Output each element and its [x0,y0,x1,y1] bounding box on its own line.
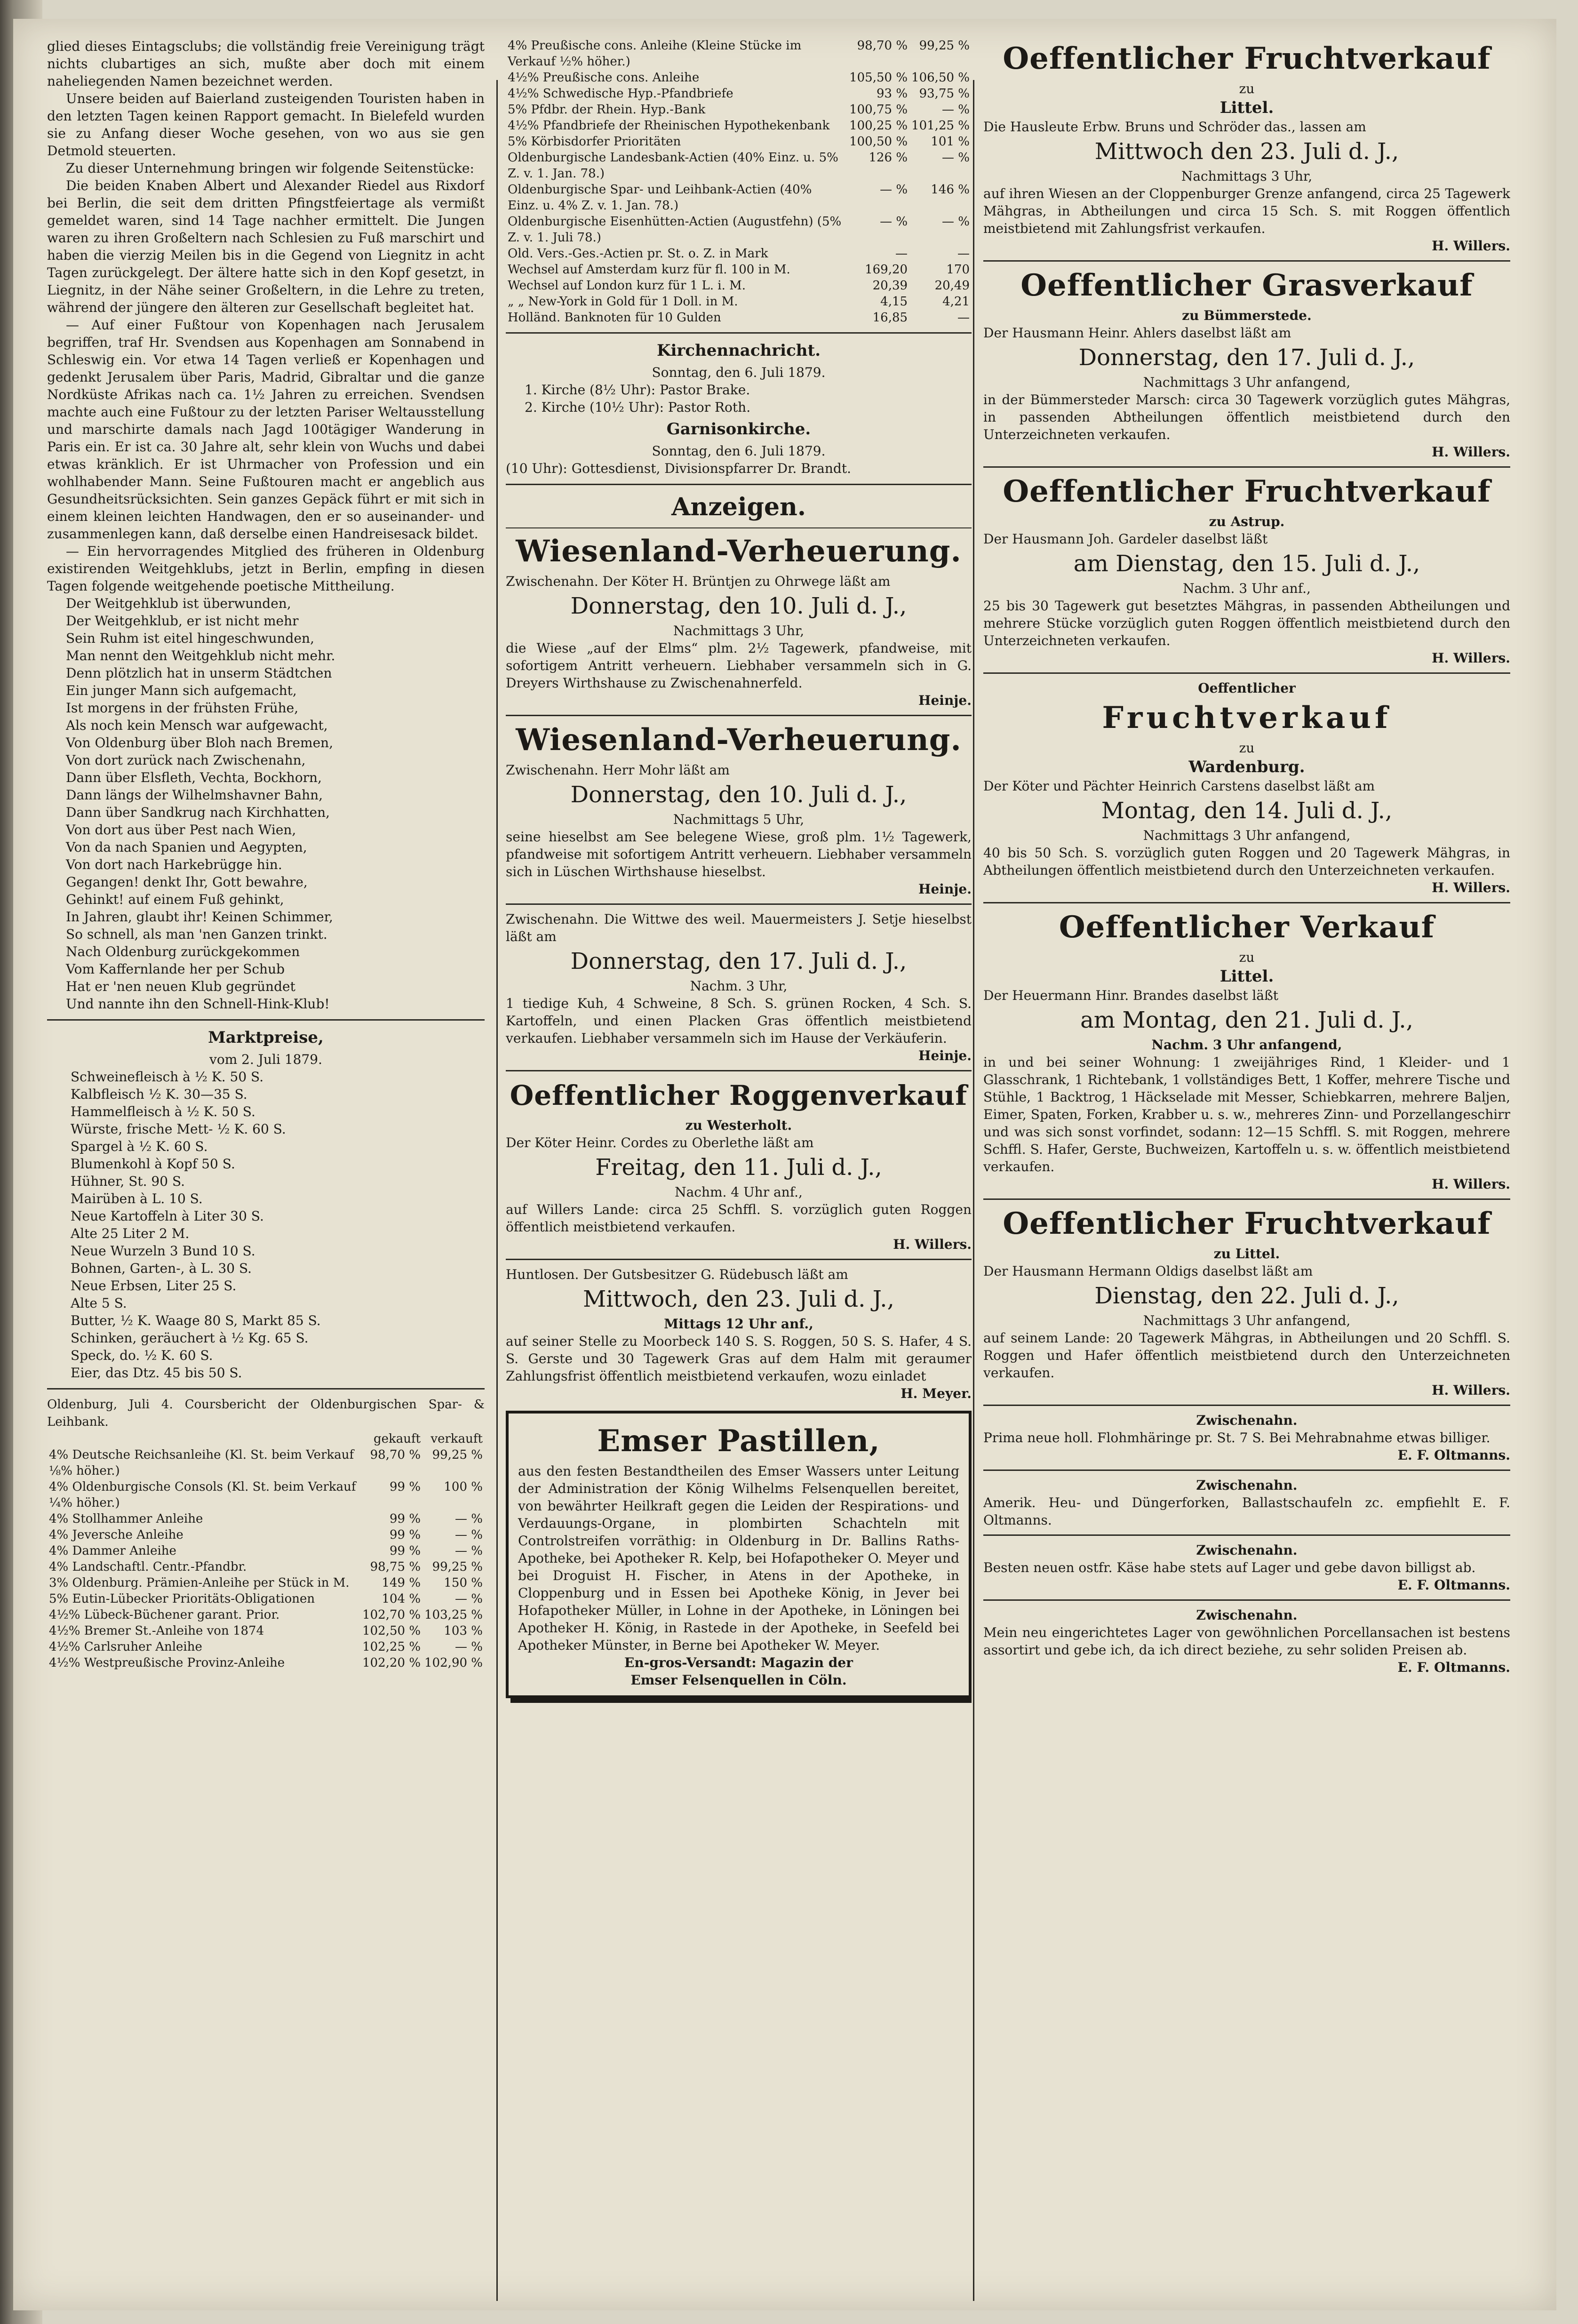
ad-time: Nachm. 3 Uhr, [690,978,788,994]
column-rule-2 [973,80,974,2301]
divider [506,1259,972,1260]
column-right [983,38,1510,2287]
table-row [47,1543,485,1559]
exchange-rate-table [47,1431,485,1671]
security-name-cell: „ „ New-York in Gold für 1 Doll. in M. [508,295,738,309]
divider [983,1534,1510,1536]
ad-signature: H. Willers. [1432,650,1510,666]
exchange-rate-rows [47,1447,485,1671]
ad-text: Der Hausmann Heinr. Ahlers daselbst läßt am [983,325,1291,341]
article-paragraph: — Ein hervorragendes Mitglied des früheren in Oldenburg existirenden Weitgehklubs, jetzt in Berlin, empfing in diesen Tagen folgende weitgehende poetische Mittheilung. [47,543,485,594]
ad-time: Mittags 12 Uhr anf., [664,1316,813,1332]
table-row [47,1623,485,1639]
security-name-cell: 4½% Carlsruher Anleihe [49,1640,202,1654]
ad-heading: Zwischenahn. [1196,1542,1298,1558]
market-prices-list: Schweinefleisch à ½ K. 50 S. Kalbfleisch ½ K. 30—35 S. Hammelfleisch à ½ K. 50 S. Würste, frische Mett- ½ K. 60 S. Spargel à ½ K. 60 S. Blumenkohl à Kopf 50 S. Hühner, St. 90 S. Mairüben à L. 10 S. Neue Kartoffeln à Liter 30 S. Alte 25 Liter 2 M. Neue Wurzeln 3 Bund 10 S. Bohnen, Garten-, à L. 30 S. Neue Erbsen, Liter 25 S. Alte 5 S. Butter, ½ K. Waage 80 S, Markt 85 S. Schinken, geräuchert à ½ Kg. 65 S. Speck, do. ½ K. 60 S. Eier, das Dtz. 45 bis 50 S. [71,1069,321,1381]
ad-text: Der Hausmann Hermann Oldigs daselbst läßt am [983,1263,1313,1279]
bought-rate-cell: 98,70 % [370,1448,421,1462]
ad-body: 25 bis 30 Tagewerk gut besetztes Mähgras, in passenden Abtheilungen und mehrere Stücke vorzüglich guten Roggen öffentlich meistbietend durch den Unterzeichneten verkaufen. [983,598,1510,648]
ad-body: 40 bis 50 Sch. S. vorzüglich guten Roggen und 20 Tagewerk Mähgras, in Abtheilungen öffentlich meistbietend durch den Unterzeichneten verkaufen. [983,845,1510,878]
sold-rate-cell: 100 % [444,1480,483,1494]
bought-rate-cell: 100,50 % [849,135,908,149]
ad-date: Donnerstag, den 17. Juli d. J., [1078,344,1415,371]
bought-rate-cell: 98,70 % [857,39,908,53]
divider [47,1019,485,1021]
ad-date: Freitag, den 11. Juli d. J., [595,1154,882,1181]
ad-signature: E. F. Oltmanns. [1397,1447,1510,1463]
table-row [506,150,972,182]
ad-body: auf seinem Lande: 20 Tagewerk Mähgras, in Abtheilungen und 20 Schffl. S. Roggen und Hafer öffentlich meistbietend durch den Unterzeichneten verkaufen. [983,1330,1510,1381]
ad-date: am Dienstag, den 15. Juli d. J., [1073,551,1420,577]
article-paragraph: Zu dieser Unternehmung bringen wir folgende Seitenstücke: [66,160,474,176]
table-row [506,294,972,310]
ad-heading: Zwischenahn. [1196,1413,1298,1428]
church-notice-date: Sonntag, den 6. Juli 1879. [652,365,826,380]
sold-rate-cell: 102,90 % [424,1656,483,1670]
divider [506,1070,972,1071]
security-name-cell: 4% Deutsche Reichsanleihe (Kl. St. beim Verkauf ⅛% höher.) [49,1448,354,1478]
sold-rate-cell: 103,25 % [424,1608,483,1622]
ad-time: Nachm. 4 Uhr anf., [675,1184,803,1200]
security-name-cell: 4% Stollhammer Anleihe [49,1512,203,1526]
ad-zu: zu [1239,740,1255,756]
ad-signature: H. Willers. [1432,238,1510,254]
poem: Der Weitgehklub ist überwunden, Der Weitgehklub, er ist nicht mehr Sein Ruhm ist eitel hingeschwunden, Man nennt den Weitgehklub nicht mehr. Denn plötzlich hat in unserm Städtchen Ein junger Mann sich aufgemacht, Ist morgens in der frühsten Frühe, Als noch kein Mensch war aufgewacht, Von Oldenburg über Bloh nach Bremen, Von dort zurück nach Zwischenahn, Dann über Elsfleth, Vechta, Bockhorn, Dann längs der Wilhelmshavner Bahn, Dann über Sandkrug nach Kirchhatten, Von dort aus über Pest nach Wien, Von da nach Spanien und Aegypten, Von dort nach Harkebrügge hin. Gegangen! denkt Ihr, Gott bewahre, Gehinkt! auf einem Fuß gehinkt, In Jahren, glaubt ihr! Keinen Schimmer, So schnell, als man 'nen Ganzen trinkt. Nach Oldenburg zurückgekommen Vom Kaffernlande her per Schub Hat er 'nen neuen Klub gegründet Und nannte ihn den Schnell-Hink-Klub! [66,596,335,1012]
ad-text: Der Köter und Pächter Heinrich Carstens daselbst läßt am [983,778,1375,794]
ad-body: Prima neue holl. Flohmhäringe pr. St. 7 S. Bei Mehrabnahme etwas billiger. [983,1430,1490,1446]
security-name-cell: 4½% Pfandbriefe der Rheinischen Hypothekenbank [508,119,830,133]
emser-pastillen-ad-box [506,1411,972,1698]
ad-time: Nachmittags 3 Uhr, [673,623,805,639]
table-row [506,102,972,118]
ad-body: seine hieselbst am See belegene Wiese, groß plm. 1½ Tagewerk, pfandweise mit sofortigem Antritt verheuern. Liebhaber versammeln sich in Lüschen Wirthshause hieselbst. [506,829,972,879]
bought-rate-cell: — [895,247,908,261]
divider [983,672,1510,674]
security-name-cell: 4½% Bremer St.-Anleihe von 1874 [49,1624,264,1638]
ad-date: am Montag, den 21. Juli d. J., [1080,1007,1413,1033]
ad-title: Oeffentlicher Verkauf [1059,910,1435,945]
table-header [47,1431,360,1447]
bought-rate-cell: 102,25 % [362,1640,421,1654]
ad-title: Oeffentlicher Fruchtverkauf [1003,474,1491,509]
table-row [506,118,972,134]
ad-body: auf seiner Stelle zu Moorbeck 140 S. S. Roggen, 50 S. S. Hafer, 4 S. S. Gerste und 30 Tagewerk Gras auf dem Halm mit geraumer Zahlungsfrist öffentlich meistbietend verkaufen, wozu einladet [506,1334,972,1384]
security-name-cell: Wechsel auf Amsterdam kurz für fl. 100 in M. [508,263,790,277]
bought-rate-cell: 102,20 % [362,1656,421,1670]
ad-body: in der Bümmersteder Marsch: circa 30 Tagewerk vorzüglich gutes Mähgras, in passenden Abtheilungen öffentlich meistbietend durch den Unterzeichneten verkaufen. [983,392,1510,442]
ad-date: Mittwoch, den 23. Juli d. J., [583,1286,894,1312]
ad-text: Zwischenahn. Herr Mohr läßt am [506,762,730,778]
bought-rate-cell: 16,85 [872,311,908,325]
ad-pretitle: Oeffentlicher [1198,680,1296,696]
article-paragraph: Unsere beiden auf Baierland zusteigenden Touristen haben in den letzten Tagen keinen Rapport gemacht. In Bielefeld wurden sie zu Anfang dieser Woche gesehen, von wo aus sie gen Detmold steuerten. [47,91,485,159]
sold-rate-cell: 103 % [444,1624,483,1638]
security-name-cell: Oldenburgische Spar- und Leihbank-Actien (40% Einz. u. 4% Z. v. 1. Jan. 78.) [508,183,812,213]
ad-signature: H. Willers. [1432,1176,1510,1192]
garrison-church-title: Garnisonkirche. [666,420,811,439]
ad-signature: H. Meyer. [901,1386,972,1401]
ad-title: Fruchtverkauf [1102,700,1392,735]
bought-rate-cell: 4,15 [880,295,908,309]
ads-section-title: Anzeigen. [671,493,806,521]
table-row [47,1511,485,1527]
ad-title: Wiesenland-Verheuerung. [516,722,962,758]
sold-rate-cell: — % [455,1512,483,1526]
security-name-cell: 4% Oldenburgische Consols (Kl. St. beim Verkauf ¼% höher.) [49,1480,356,1510]
table-row [506,134,972,150]
sold-rate-cell: 93,75 % [919,87,970,101]
ad-place: zu Westerholt. [685,1118,792,1133]
ad-title: Oeffentlicher Grasverkauf [1020,268,1473,303]
ad-title: Oeffentlicher Fruchtverkauf [1003,1206,1491,1241]
ad-date: Donnerstag, den 17. Juli d. J., [570,948,907,974]
ad-title: Oeffentlicher Roggenverkauf [510,1079,968,1111]
ad-zu: zu [1239,950,1255,965]
table-row [47,1527,485,1543]
sold-rate-cell: 4,21 [942,295,970,309]
table-header: verkauft [430,1432,483,1446]
ad-title: Wiesenland-Verheuerung. [516,534,962,569]
ad-body: Besten neuen ostfr. Käse habe stets auf Lager und gebe davon billigst ab. [983,1560,1476,1575]
ad-body: Mein neu eingerichtetes Lager von gewöhnlichen Porcellansachen ist bestens assortirt und gebe ich, da ich direct beziehe, zu sehr soliden Preisen ab. [983,1625,1510,1658]
bought-rate-cell: 126 % [869,151,908,165]
ad-body: auf ihren Wiesen an der Cloppenburger Grenze anfangend, circa 25 Tagewerk Mähgras, in Abtheilungen und circa 15 Sch. S. mit Roggen öffentlich meistbietend mit Zahlungsfrist verkaufen. [983,186,1510,236]
bought-rate-cell: 99 % [389,1528,421,1542]
table-row [47,1655,485,1671]
security-name-cell: Wechsel auf London kurz für 1 L. i. M. [508,279,746,293]
table-row [47,1591,485,1607]
exchange-rate-rows [506,38,972,326]
ad-signature: Heinje. [918,693,972,708]
bought-rate-cell: — % [880,215,908,229]
sold-rate-cell: 99,25 % [432,1448,483,1462]
article-paragraph: — Auf einer Fußtour von Kopenhagen nach Jerusalem begriffen, traf Hr. Svendsen aus Kopenhagen am Sonnabend in Schleswig ein. Vor etwa 14 Tagen verließ er Kopenhagen und gedenkt Jerusalem über Paris, Madrid, Gibraltar und die ganze Nordküste Afrikas nach ca. 1½ Jahren zu erreichen. Svendsen machte auch eine Fußtour zu der letzten Pariser Weltausstellung und marschirte damals nach Jagd 100tägiger Wanderung in Paris ein. Er ist ca. 30 Jahre alt, sehr klein von Wuchs und dabei etwas kränklich. Er ist Uhrmacher von Profession und ein wohlhabender Mann. Seine Fußtouren macht er angeblich aus Gesundheitsrücksichten. Sein ganzes Gepäck führt er mit sich in einem kleinen leichten Handwagen, den er so auseinander- und zusammenlegen kann, daß derselbe einen Handreisesack bildet. [47,317,485,542]
bought-rate-cell: 93 % [876,87,908,101]
ad-time: Nachm. 3 Uhr anfangend, [1151,1037,1342,1053]
table-row [47,1607,485,1623]
ad-text: Der Heuermann Hinr. Brandes daselbst läßt [983,988,1279,1003]
column-left [47,38,485,2287]
ad-footer: Emser Felsenquellen in Cöln. [630,1672,847,1688]
ad-zu: zu [1239,81,1255,96]
security-name-cell: Oldenburgische Eisenhütten-Actien (Augustfehn) (5% Z. v. 1. Juli 78.) [508,215,842,245]
ad-place: Littel. [1219,98,1274,117]
sold-rate-cell: — [957,311,970,325]
garrison-church-date: Sonntag, den 6. Juli 1879. [652,443,826,459]
security-name-cell: 4% Preußische cons. Anleihe (Kleine Stücke im Verkauf ½% höher.) [508,39,802,69]
ad-time: Nachm. 3 Uhr anf., [1183,581,1311,596]
ad-text: Die Hausleute Erbw. Bruns und Schröder das., lassen am [983,119,1366,135]
sold-rate-cell: 20,49 [934,279,970,293]
ad-signature: H. Willers. [1432,444,1510,460]
sold-rate-cell: 170 [946,263,970,277]
security-name-cell: Old. Vers.-Ges.-Actien pr. St. o. Z. in Mark [508,247,768,261]
ad-text: Zwischenahn. Die Wittwe des weil. Mauermeisters J. Setje hieselbst läßt am [506,911,972,944]
ad-body: Amerik. Heu- und Düngerforken, Ballastschaufeln zc. empfiehlt E. F. Oltmanns. [983,1495,1510,1528]
church-service: 1. Kirche (8½ Uhr): Pastor Brake. [525,382,750,398]
security-name-cell: 3% Oldenburg. Prämien-Anleihe per Stück in M. [49,1576,350,1590]
table-row [506,86,972,102]
ad-body: aus den festen Bestandtheilen des Emser Wassers unter Leitung der Administration der König Wilhelms Felsenquellen bereitet, von bewährter Heilkraft gegen die Leiden der Respirations- und Verdauungs-Organe, in plombirten Schachteln mit Controlstreifen vorräthig: in Oldenburg in Dr. Ballins Raths-Apotheke, bei Apotheker R. Kelp, bei Hofapotheker O. Meyer und bei Droguist H. Fischer, in Atens in der Apotheke, in Cloppenburg und in Essen bei Apotheke König, in Jever bei Hofapotheker Müller, in Lohne in der Apotheke, in Löningen bei Apotheker H. König, in Rastede in der Apotheke, in Seefeld bei Apotheker Münster, in Berne bei Apotheker W. Meyer. [518,1463,959,1653]
ad-signature: H. Willers. [893,1237,972,1252]
ad-date: Mittwoch den 23. Juli d. J., [1094,138,1399,165]
security-name-cell: 4½% Lübeck-Büchener garant. Prior. [49,1608,280,1622]
divider [506,527,972,528]
ad-signature: Heinje. [918,1048,972,1063]
ad-place: zu Littel. [1213,1246,1280,1262]
bought-rate-cell: 20,39 [872,279,908,293]
article-paragraph: glied dieses Eintagsclubs; die vollständig freie Vereinigung trägt nichts clubartiges an sich, mußte aber doch mit einem naheliegenden Namen bezeichnet werden. [47,39,485,89]
bought-rate-cell: — % [880,183,908,197]
church-service: 2. Kirche (10½ Uhr): Pastor Roth. [525,399,751,415]
sold-rate-cell: 150 % [444,1576,483,1590]
sold-rate-cell: — % [455,1592,483,1606]
divider [983,466,1510,468]
market-prices-date: vom 2. Juli 1879. [209,1052,322,1067]
ad-text: Der Köter Heinr. Cordes zu Oberlethe läßt am [506,1135,814,1150]
sold-rate-cell: 106,50 % [911,71,970,85]
ad-time: Nachmittags 3 Uhr, [1181,168,1313,184]
ad-text: Huntlosen. Der Gutsbesitzer G. Rüdebusch läßt am [506,1267,848,1282]
bought-rate-cell: 100,25 % [849,119,908,133]
security-name-cell: Oldenburgische Landesbank-Actien (40% Einz. u. 5% Z. v. 1. Jan. 78.) [508,151,838,181]
sold-rate-cell: — % [942,151,970,165]
bought-rate-cell: 98,75 % [370,1560,421,1574]
ad-text: Der Hausmann Joh. Gardeler daselbst läßt [983,531,1268,547]
ad-body: die Wiese „auf der Elms“ plm. 2½ Tagewerk, pfandweise, mit sofortigem Antritt verheuern. Liebhaber versammeln sich in G. Dreyers Wirthshause zu Zwischenahnerfeld. [506,640,972,691]
ad-title: Oeffentlicher Fruchtverkauf [1003,41,1491,76]
security-name-cell: 5% Körbisdorfer Prioritäten [508,135,681,149]
security-name-cell: 5% Pfdbr. der Rhein. Hyp.-Bank [508,103,706,117]
table-row [47,1447,485,1479]
divider [983,1198,1510,1200]
article-paragraph: Die beiden Knaben Albert und Alexander Riedel aus Rixdorf bei Berlin, die seit dem dritten Pfingstfeiertage als vermißt gemeldet waren, sind 14 Tage nachher ermittelt. Die Jungen waren zu ihren Großeltern nach Schlesien zu Fuß marschirt und haben die vierzig Meilen bis in die Gegend von Liegnitz in acht Tagen zurückgelegt. Der ältere hatte sich in den Kopf gesetzt, in Liegnitz, in der Nähe seiner Großeltern, in die Lehre zu treten, während der jüngere den älteren zur Gesellschaft begleitet hat. [47,178,485,315]
table-row [506,38,972,70]
table-row [506,246,972,262]
divider [983,1405,1510,1406]
sold-rate-cell: 146 % [931,183,970,197]
bought-rate-cell: 104 % [382,1592,421,1606]
divider [983,902,1510,903]
bought-rate-cell: 99 % [389,1544,421,1558]
security-name-cell: 4% Landschaftl. Centr.-Pfandbr. [49,1560,247,1574]
ad-time: Nachmittags 5 Uhr, [673,812,805,827]
sold-rate-cell: — % [455,1528,483,1542]
divider [506,715,972,716]
security-name-cell: 4% Dammer Anleihe [49,1544,176,1558]
ad-signature: H. Willers. [1432,880,1510,895]
sold-rate-cell: 99,25 % [432,1560,483,1574]
bought-rate-cell: 102,50 % [362,1624,421,1638]
ad-signature: Heinje. [918,881,972,897]
table-row [506,310,972,326]
table-header-row [47,1431,485,1447]
divider [506,484,972,485]
ad-signature: H. Willers. [1432,1382,1510,1398]
table-row [506,182,972,214]
divider [506,903,972,905]
ad-place: Wardenburg. [1188,758,1305,776]
sold-rate-cell: — % [455,1640,483,1654]
table-row [506,70,972,86]
security-name-cell: 4½% Schwedische Hyp.-Pfandbriefe [508,87,733,101]
ad-place: zu Bümmerstede. [1182,308,1312,323]
ad-date: Donnerstag, den 10. Juli d. J., [570,593,907,619]
table-row [506,262,972,278]
sold-rate-cell: 101 % [931,135,970,149]
ad-footer: En-gros-Versandt: Magazin der [624,1655,853,1670]
divider [506,332,972,334]
divider [983,1599,1510,1601]
bought-rate-cell: 102,70 % [362,1608,421,1622]
bought-rate-cell: 100,75 % [849,103,908,117]
sold-rate-cell: 99,25 % [919,39,970,53]
table-row [47,1575,485,1591]
sold-rate-cell: — % [942,103,970,117]
table-row [506,214,972,246]
ad-date: Dienstag, den 22. Juli d. J., [1094,1283,1399,1309]
column-rule-1 [496,80,498,2301]
bought-rate-cell: 99 % [389,1512,421,1526]
column-middle [506,38,972,2287]
security-name-cell: 4½% Preußische cons. Anleihe [508,71,700,85]
bought-rate-cell: 105,50 % [849,71,908,85]
ad-text: Zwischenahn. Der Köter H. Brüntjen zu Ohrwege läßt am [506,574,891,589]
church-notice-title: Kirchennachricht. [656,341,821,360]
ad-signature: E. F. Oltmanns. [1397,1577,1510,1593]
ad-body: auf Willers Lande: circa 25 Schffl. S. vorzüglich guten Roggen öffentlich meistbietend verkaufen. [506,1202,972,1235]
sold-rate-cell: — [957,247,970,261]
exchange-rate-table [506,38,972,326]
table-row [47,1479,485,1511]
bought-rate-cell: 149 % [382,1576,421,1590]
table-row [506,278,972,294]
table-row [47,1639,485,1655]
bought-rate-cell: 99 % [389,1480,421,1494]
sold-rate-cell: 101,25 % [911,119,970,133]
ad-signature: E. F. Oltmanns. [1397,1660,1510,1675]
ad-title: Emser Pastillen, [597,1423,880,1459]
divider [47,1388,485,1390]
security-name-cell: 4% Jeversche Anleihe [49,1528,183,1542]
table-header: gekauft [373,1432,421,1446]
security-name-cell: Holländ. Banknoten für 10 Gulden [508,311,721,325]
ad-heading: Zwischenahn. [1196,1477,1298,1493]
bought-rate-cell: 169,20 [865,263,908,277]
garrison-church-service: (10 Uhr): Gottesdienst, Divisionspfarrer Dr. Brandt. [506,461,851,476]
ad-heading: Zwischenahn. [1196,1607,1298,1623]
ad-date: Donnerstag, den 10. Juli d. J., [570,782,907,808]
table-row [47,1559,485,1575]
ad-time: Nachmittags 3 Uhr anfangend, [1143,828,1351,843]
ad-place: Littel. [1219,967,1274,986]
divider [983,260,1510,262]
sold-rate-cell: — % [942,215,970,229]
ad-body: 1 tiedige Kuh, 4 Schweine, 8 Sch. S. grünen Rocken, 4 Sch. S. Kartoffeln, und einen Placken Gras öffentlich meistbietend verkaufen. Liebhaber versammeln sich im Hause der Verkäuferin. [506,996,972,1046]
market-prices-title: Marktpreise, [208,1028,324,1047]
ad-body: in und bei seiner Wohnung: 1 zweijähriges Rind, 1 Kleider- und 1 Glasschrank, 1 Richtebank, 1 vollständiges Bett, 1 Koffer, mehrere Tische und Stühle, 1 Backtrog, 1 Häckselade mit Messer, Schiebkarren, mehrere Baljen, Eimer, Spaten, Forken, Krabber u. s. w., mehreres Zinn- und Porzellangeschirr und was sich sonst vorfindet, sodann: 12—15 Schffl. S. mit Roggen, mehrere Schffl. S. Hafer, Gerste, Buchweizen, Kartoffeln u. s. w. öffentlich meistbietend verkaufen. [983,1054,1510,1174]
divider [983,1469,1510,1471]
ad-time: Nachmittags 3 Uhr anfangend, [1143,375,1351,390]
ad-time: Nachmittags 3 Uhr anfangend, [1143,1313,1351,1328]
security-name-cell: 4½% Westpreußische Provinz-Anleihe [49,1656,285,1670]
ad-place: zu Astrup. [1209,514,1285,529]
exchange-report-heading: Oldenburg, Juli 4. Coursbericht der Oldenburgischen Spar- & Leihbank. [47,1398,485,1429]
sold-rate-cell: — % [455,1544,483,1558]
ad-date: Montag, den 14. Juli d. J., [1101,798,1393,824]
security-name-cell: 5% Eutin-Lübecker Prioritäts-Obligationen [49,1592,315,1606]
